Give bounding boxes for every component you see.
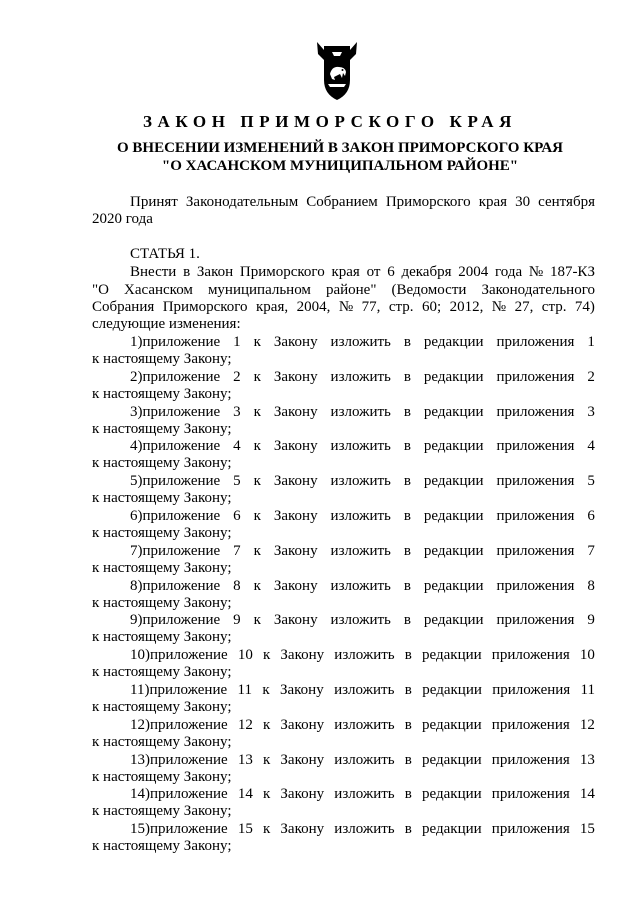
word: Законодательным: [185, 194, 299, 210]
word: приложения: [496, 577, 575, 594]
word: 2: [233, 368, 241, 385]
word: изложить: [334, 751, 395, 768]
word: Закону: [280, 751, 325, 768]
word: 6: [587, 508, 595, 524]
word: приложения: [496, 438, 575, 455]
amendment-item-line-2: к настоящему Закону;: [92, 699, 232, 715]
word: 6: [387, 264, 395, 280]
word: Принят: [130, 194, 178, 210]
word: 3: [587, 403, 595, 420]
word: 6)приложение: [130, 508, 221, 524]
article-text-line-4: следующие изменения:: [92, 316, 241, 332]
word: приложения: [491, 821, 570, 838]
word: края: [478, 194, 508, 210]
word: Закону: [280, 786, 325, 803]
word: Закон: [196, 264, 234, 280]
word: приложения: [496, 473, 575, 490]
amendment-item-line-2: к настоящему Закону;: [92, 629, 232, 646]
word: в: [404, 786, 412, 803]
word: редакции: [423, 403, 484, 420]
word: 13: [237, 751, 253, 768]
amendment-item-line-2: к настоящему Закону;: [92, 525, 232, 541]
word: Собрания: [92, 299, 155, 315]
word: Закону: [280, 716, 325, 733]
word: стр.: [541, 299, 567, 315]
word: к: [262, 821, 271, 838]
word: изложить: [330, 438, 391, 455]
word: 3)приложение: [130, 403, 221, 420]
word: 10)приложение: [130, 647, 228, 664]
word: в: [404, 716, 412, 733]
word: в: [403, 473, 411, 490]
word: "О: [92, 282, 109, 298]
word: редакции: [422, 682, 482, 698]
word: 15)приложение: [130, 821, 228, 838]
word: к: [253, 473, 261, 490]
word: Приморского: [162, 299, 248, 315]
word: редакции: [422, 716, 482, 733]
word: 10: [237, 647, 253, 664]
amendment-item-line-2: к настоящему Закону;: [92, 768, 232, 785]
word: в: [403, 368, 411, 385]
word: от: [366, 264, 381, 280]
word: к: [253, 368, 261, 385]
word: края,: [256, 299, 289, 315]
word: 1: [233, 334, 241, 350]
amendment-item-line-1: [130, 752, 595, 769]
word: Приморского: [239, 264, 325, 280]
word: редакции: [423, 368, 484, 385]
word: приложения: [491, 647, 570, 664]
word: редакции: [423, 438, 484, 455]
word: 4)приложение: [130, 438, 221, 455]
word: изложить: [330, 368, 391, 385]
law-subtitle-line-1: О ВНЕСЕНИИ ИЗМЕНЕНИЙ В ЗАКОН ПРИМОРСКОГО КРАЯ: [117, 140, 563, 156]
word: 2: [587, 368, 595, 385]
word: приложения: [496, 403, 575, 420]
word: в: [403, 508, 411, 524]
word: 77,: [361, 299, 381, 315]
word: (Ведомости: [391, 282, 467, 298]
word: к: [262, 682, 270, 698]
amendment-item-line-1: [130, 543, 595, 560]
word: 7: [587, 542, 595, 559]
amendment-item-line-2: к настоящему Закону;: [92, 490, 232, 507]
word: Закону: [273, 577, 318, 594]
word: к: [253, 438, 261, 455]
word: районе": [325, 282, 377, 298]
word: стр.: [388, 299, 414, 315]
article-text-line-1: [130, 264, 595, 281]
word: Собранием: [306, 194, 378, 210]
word: редакции: [422, 647, 482, 664]
word: Закону: [273, 612, 318, 629]
amendment-item-line-1: [130, 369, 595, 386]
word: 4: [587, 438, 595, 455]
word: приложения: [496, 508, 575, 524]
word: 14)приложение: [130, 786, 228, 803]
word: 13)приложение: [130, 751, 228, 768]
word: 9: [587, 612, 595, 629]
word: Законодательного: [481, 282, 595, 298]
word: №: [528, 264, 544, 280]
word: №: [491, 299, 507, 315]
amendment-item-line-1: [130, 647, 595, 664]
amendment-item-line-1: [130, 578, 595, 595]
word: 10: [579, 647, 595, 664]
word: в: [183, 264, 191, 280]
word: муниципальном: [207, 282, 311, 298]
word: 5)приложение: [130, 473, 221, 490]
word: декабря: [401, 264, 452, 280]
word: в: [404, 821, 412, 838]
word: года: [494, 264, 523, 280]
word: приложения: [492, 682, 571, 698]
word: сентября: [538, 194, 595, 210]
word: 4: [233, 438, 241, 455]
word: 74): [574, 299, 595, 315]
word: к: [262, 716, 271, 733]
word: к: [253, 508, 261, 524]
word: изложить: [330, 473, 391, 490]
word: 11: [580, 682, 595, 698]
word: Закону: [279, 682, 324, 698]
word: 11: [237, 682, 252, 698]
word: 2012,: [449, 299, 484, 315]
article-text-line-3: [92, 299, 595, 316]
word: изложить: [330, 403, 391, 420]
amendment-item-line-1: [130, 786, 595, 803]
word: 9: [233, 612, 241, 629]
word: к: [262, 647, 271, 664]
amendment-item-line-1: [130, 508, 595, 525]
word: приложения: [491, 751, 570, 768]
word: изложить: [330, 334, 391, 350]
word: 30: [515, 194, 531, 210]
word: редакции: [423, 334, 484, 350]
word: Закону: [280, 821, 325, 838]
word: в: [404, 751, 412, 768]
word: Закону: [280, 647, 325, 664]
adoption-line-1: [130, 194, 595, 211]
word: 12: [237, 716, 253, 733]
word: 1: [587, 334, 595, 350]
word: редакции: [423, 508, 484, 524]
word: в: [403, 542, 411, 559]
word: редакции: [423, 473, 484, 490]
word: Закону: [273, 368, 318, 385]
word: приложения: [496, 542, 575, 559]
word: 6: [233, 508, 241, 524]
word: Хасанском: [124, 282, 193, 298]
amendment-item-line-1: [130, 612, 595, 629]
coat-of-arms-icon: [314, 40, 360, 102]
word: к: [253, 403, 261, 420]
word: приложения: [491, 786, 570, 803]
word: редакции: [422, 751, 482, 768]
amendment-item-line-2: к настоящему Закону;: [92, 838, 232, 855]
word: к: [262, 786, 271, 803]
word: изложить: [334, 682, 395, 698]
word: редакции: [423, 612, 484, 629]
word: Закону: [273, 403, 318, 420]
word: к: [253, 334, 261, 350]
word: 27,: [514, 299, 534, 315]
word: 14: [579, 786, 595, 803]
word: изложить: [330, 577, 391, 594]
word: 13: [579, 751, 595, 768]
word: редакции: [422, 821, 482, 838]
word: приложения: [496, 334, 575, 350]
word: приложения: [496, 368, 575, 385]
word: 11)приложение: [130, 682, 228, 698]
word: к: [253, 542, 261, 559]
amendment-item-line-1: [130, 334, 595, 351]
amendment-item-line-1: [130, 682, 595, 699]
adoption-line-2: 2020 года: [92, 211, 153, 227]
word: 187-КЗ: [549, 264, 595, 280]
word: Приморского: [385, 194, 471, 210]
word: 12)приложение: [130, 716, 228, 733]
word: №: [338, 299, 354, 315]
amendment-item-line-2: к настоящему Закону;: [92, 351, 232, 367]
word: приложения: [491, 716, 570, 733]
word: 60;: [421, 299, 442, 315]
word: Закону: [273, 438, 318, 455]
word: 2004,: [296, 299, 331, 315]
word: к: [262, 751, 271, 768]
amendment-item-line-2: к настоящему Закону;: [92, 803, 232, 820]
word: 9)приложение: [130, 612, 221, 629]
amendment-item-line-2: к настоящему Закону;: [92, 664, 232, 681]
word: края: [331, 264, 360, 280]
word: Закону: [273, 473, 318, 490]
amendment-item-line-1: [130, 404, 595, 421]
word: 1)приложение: [130, 334, 221, 350]
word: 8: [233, 577, 241, 594]
amendment-item-line-2: к настоящему Закону;: [92, 594, 232, 611]
word: 14: [237, 786, 253, 803]
word: 7)приложение: [130, 542, 221, 559]
article-text-line-2: [92, 282, 595, 299]
amendment-item-line-1: [130, 821, 595, 838]
amendment-item-line-1: [130, 473, 595, 490]
word: изложить: [334, 647, 395, 664]
word: к: [253, 612, 261, 629]
amendment-item-line-2: к настоящему Закону;: [92, 385, 232, 402]
word: редакции: [423, 542, 484, 559]
word: 2004: [458, 264, 489, 280]
word: Закону: [273, 508, 318, 524]
word: в: [404, 682, 412, 698]
law-title: ЗАКОН ПРИМОРСКОГО КРАЯ: [142, 112, 518, 131]
word: в: [403, 577, 411, 594]
word: 12: [579, 716, 595, 733]
word: 15: [237, 821, 253, 838]
word: изложить: [334, 716, 395, 733]
word: изложить: [334, 821, 395, 838]
word: 7: [233, 542, 241, 559]
amendment-item-line-2: к настоящему Закону;: [92, 455, 232, 472]
article-heading: СТАТЬЯ 1.: [130, 246, 200, 262]
amendment-item-line-2: к настоящему Закону;: [92, 420, 232, 437]
word: приложения: [496, 612, 575, 629]
amendment-item-line-2: к настоящему Закону;: [92, 559, 232, 576]
word: 8)приложение: [130, 577, 221, 594]
word: изложить: [334, 786, 395, 803]
word: 8: [587, 577, 595, 594]
word: изложить: [330, 542, 391, 559]
word: в: [403, 612, 411, 629]
word: 2)приложение: [130, 368, 221, 385]
word: в: [403, 438, 411, 455]
word: 15: [579, 821, 595, 838]
word: к: [253, 577, 261, 594]
word: редакции: [423, 577, 484, 594]
word: Закону: [273, 542, 318, 559]
word: Внести: [130, 264, 177, 280]
amendment-item-line-1: [130, 438, 595, 455]
word: в: [403, 334, 411, 350]
word: 5: [233, 473, 241, 490]
word: в: [403, 403, 411, 420]
amendment-item-line-1: [130, 717, 595, 734]
word: редакции: [422, 786, 482, 803]
word: изложить: [330, 612, 391, 629]
amendment-item-line-2: к настоящему Закону;: [92, 733, 232, 750]
word: 5: [587, 473, 595, 490]
word: 3: [233, 403, 241, 420]
word: в: [404, 647, 412, 664]
word: изложить: [330, 508, 391, 524]
word: Закону: [273, 334, 318, 350]
law-subtitle-line-2: "О ХАСАНСКОМ МУНИЦИПАЛЬНОМ РАЙОНЕ": [161, 158, 519, 174]
